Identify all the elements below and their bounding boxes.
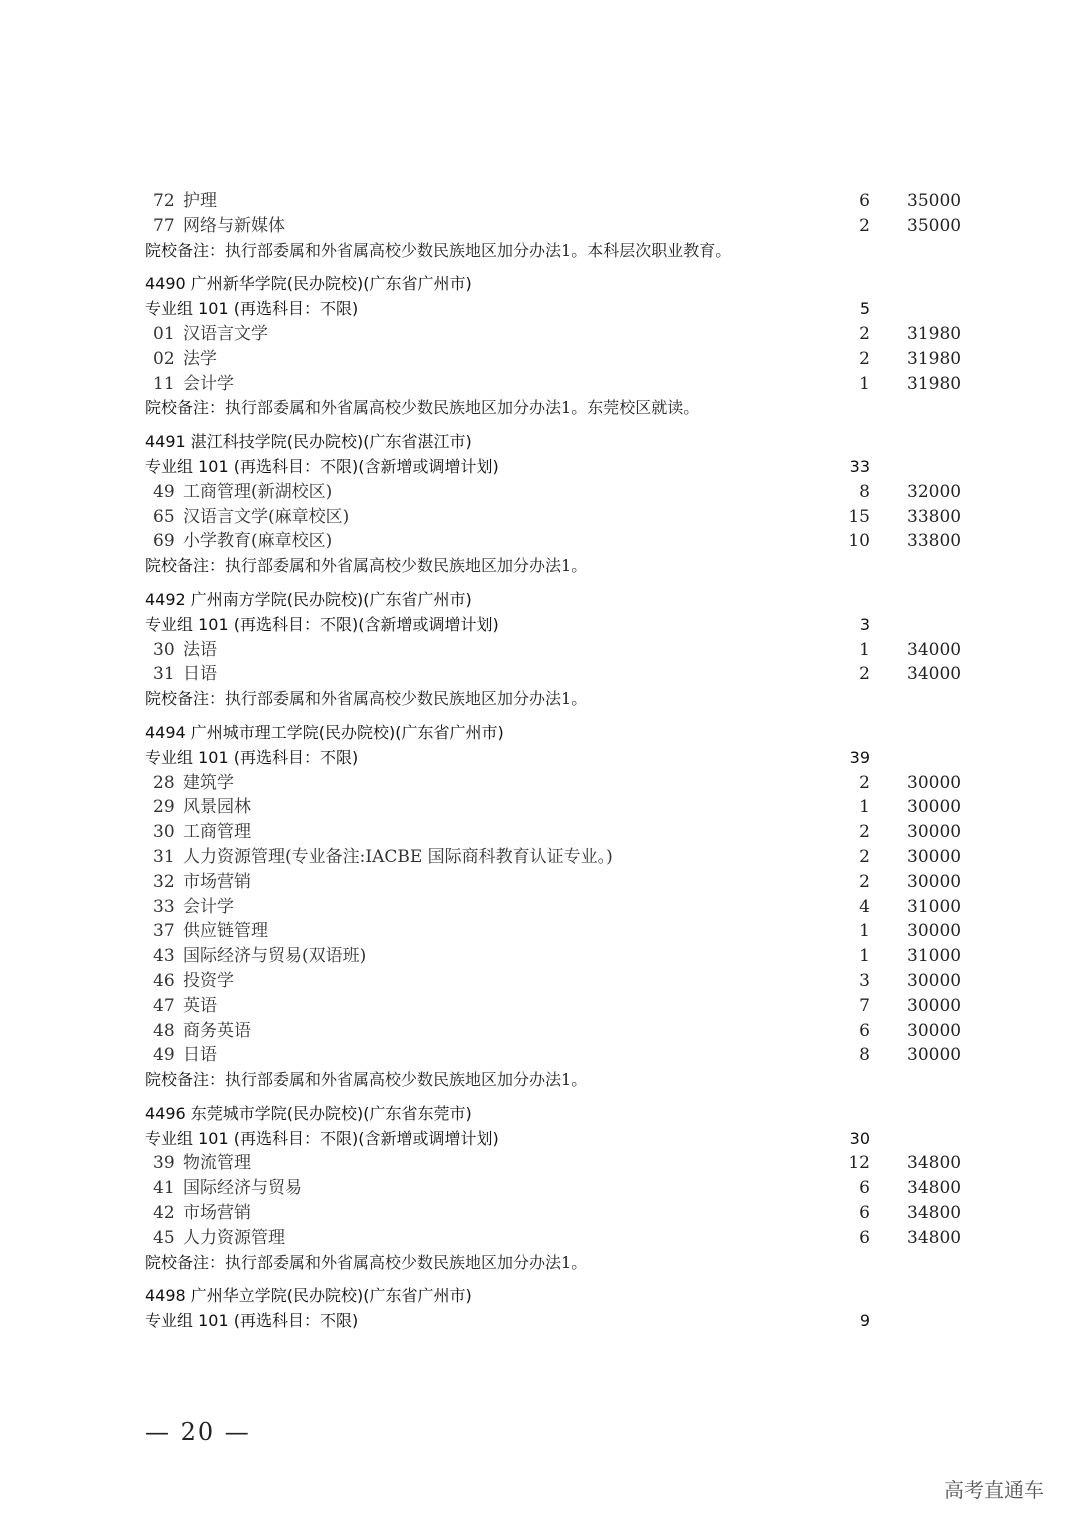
school-section [145,721,975,1093]
major-code: 01 [153,323,175,344]
major-name: 市场营销 [183,871,251,892]
major-row [145,1019,975,1044]
major-fee: 30000 [907,970,962,991]
major-fee: 30000 [907,871,962,892]
major-count: 2 [859,348,870,369]
major-code: 77 [153,215,175,236]
major-code: 37 [153,921,175,942]
group-count: 9 [859,1311,870,1331]
group-label: 专业组 101 (再选科目：不限)(含新增或调增计划) [145,456,499,476]
group-row [145,1127,975,1152]
group-label: 专业组 101 (再选科目：不限) [145,747,359,767]
note-text: 执行部委属和外省属高校少数民族地区加分办法1。 [225,1070,588,1090]
school-title-row [145,430,975,455]
major-fee: 30000 [907,797,962,818]
major-code: 33 [153,896,175,917]
major-fee: 31000 [907,946,962,967]
major-name: 英语 [183,995,217,1016]
major-count: 4 [859,896,870,917]
major-row [145,214,975,239]
school-title-row [145,272,975,297]
school-title: 4496 东莞城市学院(民办院校)(广东省东莞市) [145,1103,472,1123]
school-note [145,1068,975,1093]
major-count: 15 [848,506,870,527]
school-title-row [145,588,975,613]
school-section [145,430,975,579]
page-number: — 20 — [145,1418,251,1446]
major-name: 商务英语 [183,1020,251,1041]
major-fee: 30000 [907,995,962,1016]
major-fee: 34800 [907,1227,962,1248]
major-count: 1 [859,797,870,818]
major-code: 65 [153,506,175,527]
major-fee: 30000 [907,921,962,942]
major-name: 日语 [183,1045,217,1066]
major-name: 国际经济与贸易(双语班) [183,946,367,967]
group-count: 3 [859,614,870,634]
school-section [145,272,975,421]
continued-section [145,189,975,263]
document-body [145,189,975,1334]
major-row [145,480,975,505]
group-count: 33 [849,456,870,476]
major-fee: 30000 [907,1020,962,1041]
major-row [145,372,975,397]
major-fee: 31000 [907,896,962,917]
major-row [145,771,975,796]
major-name: 建筑学 [183,772,234,793]
major-code: 41 [153,1178,175,1199]
note-label: 院校备注： [145,398,226,418]
note-text: 执行部委属和外省属高校少数民族地区加分办法1。本科层次职业教育。 [225,240,732,260]
major-fee: 32000 [907,481,962,502]
school-note [145,396,975,421]
major-fee: 30000 [907,772,962,793]
note-label: 院校备注： [145,1070,226,1090]
group-count: 5 [859,299,870,319]
note-label: 院校备注： [145,240,226,260]
major-count: 6 [859,1203,870,1224]
major-code: 45 [153,1227,175,1248]
major-count: 2 [859,822,870,843]
major-count: 7 [859,995,870,1016]
major-count: 2 [859,323,870,344]
group-row [145,613,975,638]
major-name: 物流管理 [183,1153,251,1174]
major-row [145,820,975,845]
group-label: 专业组 101 (再选科目：不限)(含新增或调增计划) [145,1128,499,1148]
major-count: 6 [859,1227,870,1248]
major-name: 小学教育(麻章校区) [183,531,333,552]
major-count: 2 [859,871,870,892]
major-code: 11 [153,373,175,394]
major-name: 护理 [183,191,217,211]
major-name: 法学 [183,348,217,369]
major-count: 2 [859,846,870,867]
major-code: 49 [153,1045,175,1066]
major-name: 会计学 [183,896,234,917]
note-text: 执行部委属和外省属高校少数民族地区加分办法1。 [225,689,588,709]
major-fee: 30000 [907,822,962,843]
major-row [145,1201,975,1226]
major-code: 46 [153,970,175,991]
note-text: 执行部委属和外省属高校少数民族地区加分办法1。 [225,1252,588,1272]
major-count: 12 [848,1153,870,1174]
major-name: 投资学 [183,970,234,991]
major-row [145,944,975,969]
major-count: 10 [848,531,870,552]
major-row [145,638,975,663]
major-row [145,347,975,372]
major-row [145,662,975,687]
major-name: 风景园林 [183,797,251,818]
school-note [145,554,975,579]
school-title-row [145,721,975,746]
major-row [145,189,975,214]
major-row [145,795,975,820]
group-label: 专业组 101 (再选科目：不限)(含新增或调增计划) [145,614,499,634]
major-fee: 34800 [907,1178,962,1199]
school-note [145,687,975,712]
major-code: 31 [153,664,175,685]
major-code: 02 [153,348,175,369]
major-code: 29 [153,797,175,818]
major-count: 8 [859,481,870,502]
major-code: 30 [153,822,175,843]
school-title-row [145,1102,975,1127]
note-label: 院校备注： [145,1252,226,1272]
major-row [145,845,975,870]
major-name: 国际经济与贸易 [183,1178,302,1199]
major-count: 1 [859,639,870,660]
group-row [145,455,975,480]
major-row [145,895,975,920]
major-name: 会计学 [183,373,234,394]
school-note [145,1251,975,1276]
major-row [145,1226,975,1251]
major-name: 汉语言文学(麻章校区) [183,506,350,527]
major-code: 43 [153,946,175,967]
major-count: 2 [859,772,870,793]
major-fee: 33800 [907,506,962,527]
note-label: 院校备注： [145,556,226,576]
major-fee: 34000 [907,639,962,660]
major-row [145,1176,975,1201]
major-code: 31 [153,846,175,867]
school-section [145,1284,975,1334]
group-count: 39 [849,747,870,767]
major-name: 工商管理(新湖校区) [183,481,333,502]
major-fee: 30000 [907,1045,962,1066]
major-code: 72 [153,191,175,211]
major-count: 8 [859,1045,870,1066]
school-section [145,588,975,712]
major-code: 69 [153,531,175,552]
major-name: 人力资源管理 [183,1227,285,1248]
major-fee: 31980 [907,373,962,394]
major-name: 汉语言文学 [183,323,268,344]
major-fee: 31980 [907,348,962,369]
major-name: 网络与新媒体 [183,215,285,236]
major-row [145,322,975,347]
major-count: 2 [859,664,870,685]
major-count: 6 [859,1020,870,1041]
major-name: 法语 [183,639,217,660]
major-fee: 35000 [907,191,962,211]
major-name: 市场营销 [183,1203,251,1224]
major-count: 3 [859,970,870,991]
group-row [145,297,975,322]
school-title: 4492 广州南方学院(民办院校)(广东省广州市) [145,589,472,609]
major-code: 32 [153,871,175,892]
major-count: 1 [859,373,870,394]
major-count: 6 [859,191,870,211]
group-label: 专业组 101 (再选科目：不限) [145,1311,359,1331]
major-name: 人力资源管理(专业备注:IACBE 国际商科教育认证专业。) [183,846,613,867]
major-name: 工商管理 [183,822,251,843]
note-label: 院校备注： [145,689,226,709]
school-title: 4491 湛江科技学院(民办院校)(广东省湛江市) [145,432,472,452]
major-count: 6 [859,1178,870,1199]
school-title: 4498 广州华立学院(民办院校)(广东省广州市) [145,1286,472,1306]
group-count: 30 [849,1128,870,1148]
major-row [145,994,975,1019]
watermark: 高考直通车 [944,1478,1044,1502]
major-fee: 33800 [907,531,962,552]
major-fee: 34800 [907,1153,962,1174]
major-row [145,529,975,554]
major-fee: 34000 [907,664,962,685]
group-label: 专业组 101 (再选科目：不限) [145,299,359,319]
major-code: 42 [153,1203,175,1224]
major-row [145,1151,975,1176]
school-title: 4494 广州城市理工学院(民办院校)(广东省广州市) [145,722,504,742]
major-code: 28 [153,772,175,793]
school-section [145,1102,975,1276]
major-count: 2 [859,215,870,236]
major-code: 47 [153,995,175,1016]
major-row [145,1043,975,1068]
major-row [145,870,975,895]
major-fee: 34800 [907,1203,962,1224]
school-title: 4490 广州新华学院(民办院校)(广东省广州市) [145,274,472,294]
note-text: 执行部委属和外省属高校少数民族地区加分办法1。 [225,556,588,576]
note-text: 执行部委属和外省属高校少数民族地区加分办法1。东莞校区就读。 [225,398,700,418]
major-fee: 35000 [907,215,962,236]
major-fee: 31980 [907,323,962,344]
major-fee: 30000 [907,846,962,867]
major-name: 供应链管理 [183,921,268,942]
major-row [145,505,975,530]
major-code: 49 [153,481,175,502]
major-row [145,969,975,994]
major-name: 日语 [183,664,217,685]
group-row [145,746,975,771]
school-note [145,239,975,264]
major-count: 1 [859,921,870,942]
major-code: 30 [153,639,175,660]
group-row [145,1309,975,1334]
major-count: 1 [859,946,870,967]
major-code: 39 [153,1153,175,1174]
major-code: 48 [153,1020,175,1041]
school-title-row [145,1284,975,1309]
major-row [145,919,975,944]
